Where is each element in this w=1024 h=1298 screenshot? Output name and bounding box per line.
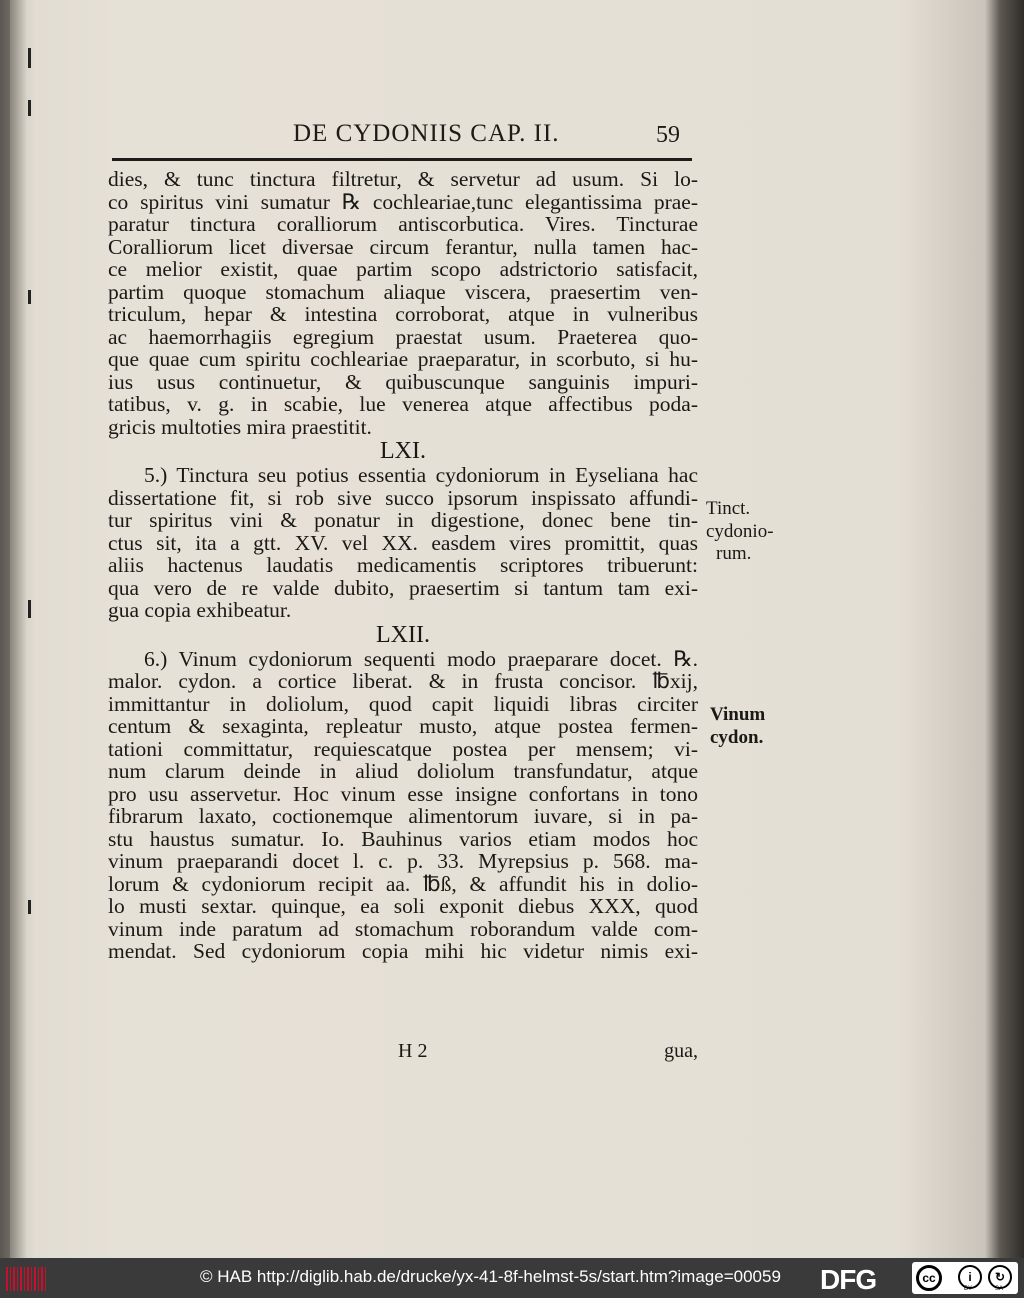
text-line: gua copia exhibeatur. (108, 598, 292, 622)
text-line: Coralliorum licet diversae circum ferantur, nulla tamen hac- (108, 234, 698, 259)
spine-mark (28, 600, 31, 618)
cc-license-badge[interactable] (912, 1262, 1018, 1294)
text-line: qua vero de re valde dubito, praesertim si tantum tam exi- (108, 575, 698, 600)
barcode-icon (6, 1267, 46, 1291)
spine-mark (28, 290, 31, 304)
text-line: ce melior existit, quae partim scopo adstrictorio satisfacit, (108, 257, 698, 281)
text-line: partim quoque stomachum aliaque viscera, praesertim ven- (108, 279, 698, 304)
margin-note-line: Tinct. (706, 498, 751, 519)
text-line: mendat. Sed cydoniorum copia mihi hic videtur nimis exi- (108, 939, 698, 963)
text-line: tur spiritus vini & ponatur in digestione, donec bene tin- (108, 508, 698, 532)
text-line: ius usus continuetur, & quibuscunque sanguinis impuri- (108, 369, 698, 394)
body-text (108, 168, 698, 963)
text-line: triculum, hepar & intestina corroborat, atque in vulneribus (108, 302, 698, 326)
catchword: gua, (664, 1040, 698, 1062)
margin-note-line: rum. (716, 543, 752, 564)
text-line: vinum inde paratum ad stomachum roborandum valde com- (108, 916, 698, 941)
text-line: ctus sit, ita a gtt. XV. vel XX. easdem vires promittit, quas (108, 530, 698, 555)
text-line: vinum praeparandi docet l. c. p. 33. Myrepsius p. 568. ma- (108, 849, 698, 873)
margin-note-line: cydonio- (706, 520, 774, 542)
text-line: ac haemorrhagiis egregium praestat usum. Praeterea quo- (108, 324, 698, 349)
book-spine (10, 0, 38, 1258)
person-icon: i (958, 1265, 982, 1289)
text-line: immittantur in doliolum, quod capit liquidi libras circiter (108, 691, 698, 716)
text-line: paratur tinctura coralliorum antiscorbutica. Vires. Tincturae (108, 212, 698, 236)
margin-note-line: cydon. (710, 726, 764, 748)
text-line: dies, & tunc tinctura filtretur, & servetur ad usum. Si lo- (108, 167, 698, 191)
signature-mark: H 2 (398, 1040, 428, 1062)
text-line: tationi committatur, requiescatque postea per mensem; vi- (108, 736, 698, 761)
margin-note-vinum (710, 704, 765, 749)
text-line: lo musti sextar. quinque, ea soli exponit diebus XXX, quod (108, 894, 698, 918)
text-line: fibrarum laxato, coctionemque alimentorum iuvare, si in pa- (108, 804, 698, 828)
text-line: gricis multoties mira praestitit. (108, 414, 372, 439)
section-number: LXI. (380, 438, 426, 464)
text-line: aliis hactenus laudatis medicamentis scriptores tribuerunt: (108, 553, 698, 577)
text-line: co spiritus vini sumatur ℞ cochleariae,tunc elegantissima prae- (108, 189, 698, 214)
margin-note-tinctura (706, 498, 774, 566)
spine-mark (28, 900, 31, 914)
margin-note-line: Vinum (710, 704, 766, 725)
cc-icon: cc (916, 1265, 942, 1291)
text-line: 6.) Vinum cydoniorum sequenti modo praeparare docet. ℞. (144, 646, 698, 671)
catchline (108, 1040, 698, 1064)
text-line: malor. cydon. a cortice liberat. & in frusta concisor. ℔xij, (108, 669, 698, 693)
spine-mark (28, 48, 31, 68)
section-number: LXII. (376, 621, 430, 648)
share-alike-icon: ↻ (988, 1265, 1012, 1289)
text-line: pro usu asservetur. Hoc vinum esse insigne confortans in tono (108, 781, 698, 806)
license-sa-label: SA (995, 1286, 1004, 1292)
text-line: centum & sexaginta, repleatur musto, atque postea fermen- (108, 714, 698, 738)
text-line: dissertatione fit, si rob sive succo ipsorum inspissato affundi- (108, 485, 698, 510)
spine-mark (28, 100, 31, 116)
text-line: 5.) Tinctura seu potius essentia cydoniorum in Eyseliana hac (144, 463, 698, 487)
book-page (38, 0, 986, 1258)
copyright-link[interactable]: © HAB http://diglib.hab.de/drucke/yx-41-8f-helmst-5s/start.htm?image=00059 (200, 1267, 781, 1286)
text-line: lorum & cydoniorum recipit aa. ℔ß, & affundit his in dolio- (108, 871, 698, 896)
running-title: DE CYDONIIS CAP. II. (293, 120, 560, 147)
running-head (38, 118, 986, 158)
text-line: num clarum deinde in aliud doliolum transfundatur, atque (108, 759, 698, 783)
dfg-logo: DFG (820, 1264, 877, 1295)
page-number: 59 (656, 122, 680, 148)
text-line: tatibus, v. g. in scabie, lue venerea atque affectibus poda- (108, 392, 698, 416)
header-rule (112, 158, 692, 161)
text-line: stu haustus sumatur. Io. Bauhinus varios etiam modos hoc (108, 826, 698, 851)
viewer-footer (0, 1258, 1024, 1298)
text-line: que quae cum spiritu cochleariae praeparatur, in scorbuto, si hu- (108, 347, 698, 371)
license-by-label: BY (964, 1286, 973, 1292)
